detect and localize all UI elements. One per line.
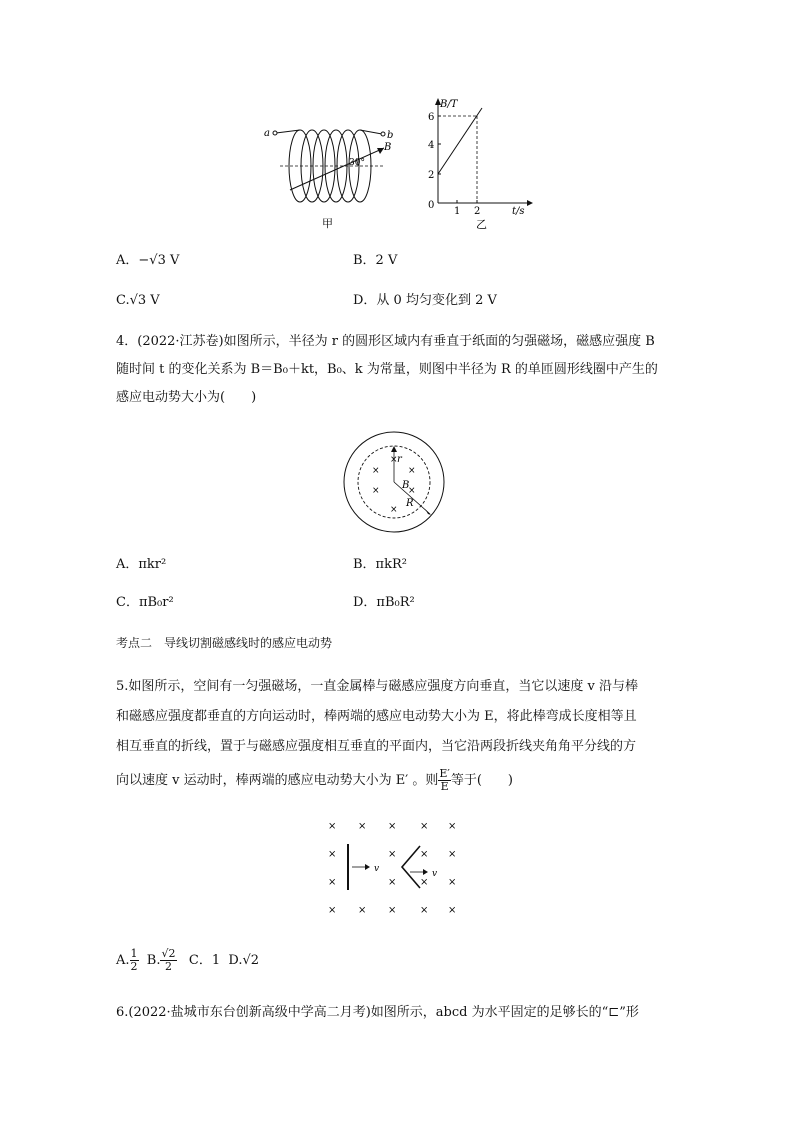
big-R-label: R <box>406 498 414 509</box>
ratio-fraction <box>438 768 451 793</box>
q5-line-4-end: 等于( ) <box>450 773 514 788</box>
caption-jia: 甲 <box>322 217 333 230</box>
angle-label: 30° <box>349 158 365 168</box>
x-mark: × <box>448 905 457 916</box>
caption-yi: 乙 <box>476 218 487 231</box>
q5-option-d: D.√2 <box>228 953 260 968</box>
section-heading: 考点二 导线切割磁感线时的感应电动势 <box>116 636 333 650</box>
x-mark: × <box>448 849 457 860</box>
field-B-label: B <box>402 480 410 491</box>
x-mark: × <box>420 905 429 916</box>
x-mark: × <box>420 877 429 888</box>
x-mark: × <box>328 821 337 832</box>
q4-option-c: C．πB₀r² <box>116 595 174 610</box>
x-mark: × <box>358 821 367 832</box>
q5-option-a-label: A. <box>116 953 130 968</box>
x-mark: × <box>388 849 397 860</box>
question-5 <box>116 672 686 796</box>
q5-options <box>116 948 259 973</box>
q6-line-1: 6.(2022·盐城市东台创新高级中学高二月考)如图所示，abcd 为水平固定的足够长的“⊏”形 <box>116 1005 639 1020</box>
q4-option-a: A．πkr² <box>116 557 167 572</box>
x-mark: × <box>388 905 397 916</box>
q5-line-2: 和磁感应强度都垂直的方向运动时，棒两端的感应电动势大小为 E，将此棒弯成长度相等且 <box>116 709 637 724</box>
x-mark: × <box>408 466 416 476</box>
q5-option-a-fraction <box>130 948 139 973</box>
velocity-label: v <box>374 864 380 874</box>
q4-option-b: B．πkR² <box>353 557 407 572</box>
q5-option-b-label: B. <box>146 953 161 968</box>
terminal-a-label: a <box>264 128 270 139</box>
x-mark: × <box>328 849 337 860</box>
x-mark: × <box>408 486 416 496</box>
x-tick-2: 2 <box>474 206 481 217</box>
x-mark: × <box>328 877 337 888</box>
x-mark: × <box>358 905 367 916</box>
x-axis-label: t/s <box>512 206 525 217</box>
q5-option-b-fraction <box>160 948 176 973</box>
q3-option-c: C.√3 V <box>116 293 160 308</box>
x-tick-1: 1 <box>454 206 461 217</box>
x-mark: × <box>390 505 398 515</box>
origin-label: 0 <box>428 200 435 211</box>
x-mark: × <box>420 849 429 860</box>
y-tick-6: 6 <box>428 112 435 123</box>
q5-option-c: C．1 <box>188 953 221 968</box>
q5-line-4-text: 向以速度 v 运动时，棒两端的感应电动势大小为 E′ 。则 <box>116 773 439 788</box>
fraction-denominator: 2 <box>164 960 172 973</box>
x-mark: × <box>448 877 457 888</box>
q4-option-d: D．πB₀R² <box>353 595 415 610</box>
y-axis-label: B/T <box>440 99 458 110</box>
q5-line-3: 相互垂直的折线，置于与磁感应强度相互垂直的平面内，当它沿两段折线夹角角平分线的方 <box>116 739 637 754</box>
terminal-b-label: b <box>387 130 394 141</box>
x-mark: × <box>390 455 398 465</box>
y-tick-4: 4 <box>428 140 435 151</box>
q4-line-3: 感应电动势大小为( ) <box>116 390 257 405</box>
x-mark: × <box>372 486 380 496</box>
q4-line-2: 随时间 t 的变化关系为 B＝B₀＋kt，B₀、k 为常量，则图中半径为 R 的单匝圆形线圈中产生的 <box>116 362 658 377</box>
b-t-graph <box>420 96 536 232</box>
q4-circle-figure <box>342 430 446 534</box>
x-mark: × <box>328 905 337 916</box>
q3-option-d: D．从 0 均匀变化到 2 V <box>353 293 497 308</box>
q4-line-1: 4．(2022·江苏卷)如图所示，半径为 r 的圆形区域内有垂直于纸面的匀强磁场，磁感应强度 B <box>116 334 655 349</box>
small-r-label: r <box>397 454 402 465</box>
x-mark: × <box>448 821 457 832</box>
field-B-label: B <box>384 142 392 153</box>
q3-option-a: A．−√3 V <box>116 253 180 268</box>
fraction-denominator: E <box>440 780 449 793</box>
q3-option-b: B．2 V <box>353 253 398 268</box>
x-mark: × <box>388 877 397 888</box>
x-mark: × <box>388 821 397 832</box>
q5-field-figure <box>322 816 462 916</box>
q5-line-4 <box>116 766 686 796</box>
coil-figure <box>262 118 392 230</box>
fraction-numerator: 1 <box>130 947 138 960</box>
velocity-label: v <box>432 869 438 879</box>
question-4 <box>116 328 682 412</box>
fraction-numerator: E′ <box>439 767 450 780</box>
fraction-numerator: √2 <box>161 947 176 960</box>
y-tick-2: 2 <box>428 170 435 181</box>
fraction-denominator: 2 <box>130 960 138 973</box>
x-mark: × <box>420 821 429 832</box>
x-mark: × <box>372 466 380 476</box>
q5-line-1: 5.如图所示，空间有一匀强磁场，一直金属棒与磁感应强度方向垂直，当它以速度 v 沿与棒 <box>116 679 639 694</box>
